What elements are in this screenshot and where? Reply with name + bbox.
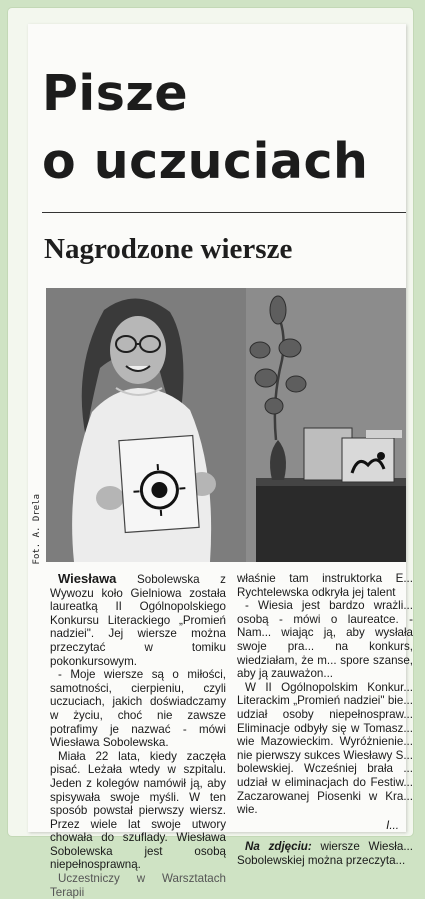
caption-label: Na zdjęciu: xyxy=(245,840,312,853)
headline xyxy=(42,60,368,196)
headline-line-2: o uczuciach xyxy=(42,133,368,190)
paragraph-3: Miała 22 lata, kiedy zaczęła pisać. Leżała wtedy w szpitalu. Jeden z kolegów namówił ją, aby spisywała swoje myśli. W ten sposób powstał pierwszy wiersz. Przez wiele lat swoje utwory chowała do szuflady. Wiesława Sobolewska jest osobą niepełnosprawną. xyxy=(50,750,226,872)
paragraph-2: - Moje wiersze są o miłości, samotności, cierpieniu, czyli uczuciach, jakich doświadczamy w życiu, choć nie zawsze potrafimy je nazwać - mówi Wiesława Sobolewska. xyxy=(50,668,226,750)
caption-text: wiersze Wiesła... Sobolewskiej można przeczyta... xyxy=(237,840,413,867)
paragraph-4: Uczestniczy w Warsztatach Terapii xyxy=(50,872,226,899)
newspaper-clipping xyxy=(28,24,406,832)
paragraph-5: właśnie tam instruktorka E... Rychtelewska odkryła jej talent xyxy=(237,572,413,599)
author-signature: I... xyxy=(237,819,413,833)
headline-rule xyxy=(42,212,406,213)
paragraph-6: - Wiesia jest bardzo wrażli... osobą - mówi o laureatce. - Nam... wiając ją, aby wysłała swoje pra... na konkurs, wiedziałam, że m... spore szanse, aby ją zauważon... xyxy=(237,599,413,681)
paragraph-1-text: Sobolewska z Wywozu koło Gielniowa została laureatką II Ogólnopolskiego Konkursu Literackiego „Promień nadziei". Jej wiersze można przeczytać w tomiku pokonkursowym. xyxy=(50,573,226,668)
photo-credit: Fot. A. Drela xyxy=(32,494,46,564)
headline-line-1: Pisze xyxy=(42,65,188,122)
subtitle: Nagrodzone wiersze xyxy=(44,232,292,266)
article-column-left xyxy=(50,572,226,899)
lead-word: Wiesława xyxy=(58,571,116,586)
photo-illustration xyxy=(46,288,406,562)
paragraph-7: W II Ogólnopolskim Konkur... Literackim „Promień nadziei" bie... udział osoby niepełnospraw... Eliminacje odbyły się w Tomasz... wie Mazowieckim. Wyróżnienie... nie pierwszy sukces Wiesławy S... bolewskiej. Wcześniej brała ... udział w eliminacjach do Festiw... Zaczarowanej Piosenki w Kra... wie. xyxy=(237,681,413,817)
article-column-right xyxy=(237,572,413,867)
photo-caption xyxy=(237,840,413,867)
article-photo xyxy=(46,288,406,562)
photo-frame xyxy=(8,8,413,836)
paragraph-1 xyxy=(50,572,226,668)
